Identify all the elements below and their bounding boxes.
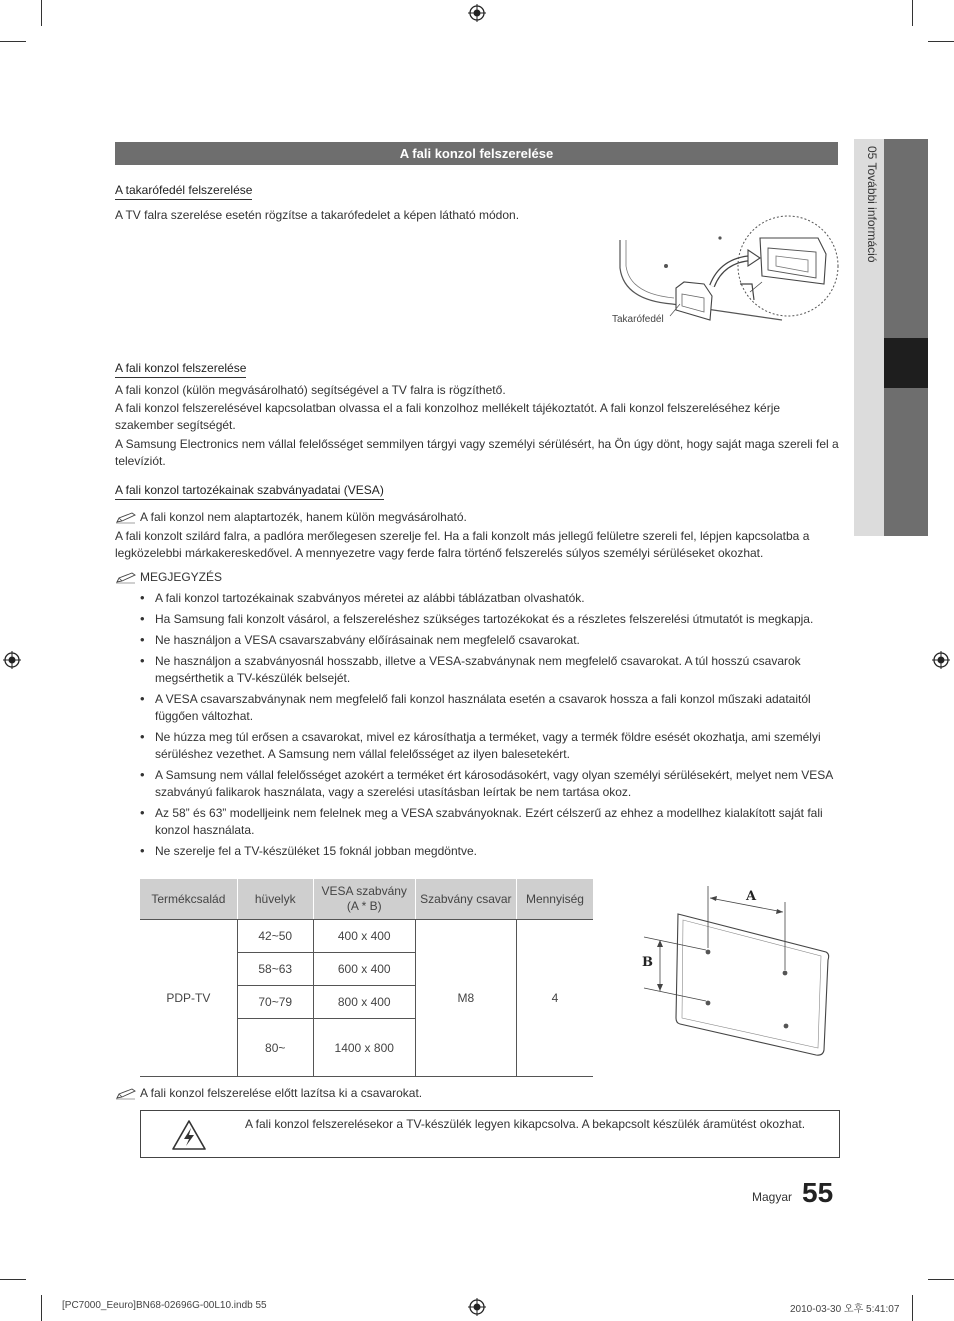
footer-file-info: [PC7000_Eeuro]BN68-02696G-00L10.indb 55 — [62, 1300, 267, 1311]
note-label: MEGJEGYZÉS — [140, 570, 223, 584]
table-cell-inch: 70~79 — [237, 986, 313, 1019]
cover-heading: A takarófedél felszerelése — [115, 183, 252, 200]
warning-box — [140, 1110, 840, 1158]
table-cell-inch: 58~63 — [237, 953, 313, 986]
install-paragraph: A fali konzol (külön megvásárolható) segítségével a TV falra is rögzíthető. — [115, 383, 506, 397]
crop-mark — [41, 0, 42, 26]
crop-mark — [928, 41, 954, 42]
registration-mark-icon — [468, 4, 486, 22]
note-row — [115, 509, 467, 526]
vesa-dimension-diagram — [638, 880, 838, 1066]
table-row — [140, 920, 593, 953]
list-item: • Ne szerelje fel a TV-készüléket 15 foknál jobban megdöntve. — [140, 843, 840, 860]
vesa-heading: A fali konzol tartozékainak szabványadatai (VESA) — [115, 483, 384, 500]
vesa-paragraph: A fali konzolt szilárd falra, a padlóra merőlegesen szerelje fel. Ha a fali konzolt más jellegű felületre szereli fel, lépjen kapcsolatba a legközelebbi márkakereskedővel. A mennyezetre vagy ferde falra történő felszerelés súlyos személyi sérüléseket okozhat. — [115, 529, 810, 560]
page-language: Magyar — [752, 1190, 793, 1204]
table-header: VESA szabvány (A * B) — [313, 879, 415, 920]
list-item: • A Samsung nem vállal felelősséget azokért a terméket ért károsodásokért, vagy olyan személyi sérülésekért, melyet nem VESA szabványú falikarok használata, vagy a szerelési utasításban leírtak be nem tartása okoz. — [140, 767, 840, 801]
crop-mark — [928, 1279, 954, 1280]
table-header: hüvelyk — [237, 879, 313, 920]
note-bullet-list — [140, 590, 840, 864]
note-pencil-icon — [115, 1088, 137, 1100]
note-text: A fali konzol nem alaptartozék, hanem külön megvásárolható. — [140, 510, 467, 524]
list-item: • Az 58” és 63” modelljeink nem felelnek meg a VESA szabványoknak. Ezért célszerű az ehhez a modellhez kialakított saját fali konzol használata. — [140, 805, 840, 839]
crop-mark — [912, 1295, 913, 1321]
table-cell-qty: 4 — [516, 920, 593, 1077]
table-cell-vesa: 1400 x 800 — [313, 1019, 415, 1077]
crop-mark — [912, 0, 913, 26]
crop-mark — [41, 1295, 42, 1321]
table-header: Termékcsalád — [140, 879, 237, 920]
list-item: • Ha Samsung fali konzolt vásárol, a felszereléshez szükséges tartozékokat és a részletes felszerelési útmutatót is megkapja. — [140, 611, 840, 628]
table-cell-family: PDP-TV — [140, 920, 237, 1077]
diagram-label-a: A — [746, 889, 757, 904]
cover-text: A TV falra szerelése esetén rögzítse a takarófedelet a képen látható módon. — [115, 208, 520, 222]
sidebar-chapter-label: 05 További információ — [865, 146, 879, 263]
footer-datetime: 2010-03-30 오후 5:41:07 — [790, 1304, 900, 1315]
cover-figure-label: Takarófedél — [612, 314, 664, 325]
note-row — [115, 1085, 422, 1102]
table-header: Mennyiség — [516, 879, 593, 920]
sidebar-tab-marker — [884, 338, 928, 388]
table-cell-vesa: 600 x 400 — [313, 953, 415, 986]
note-pencil-icon — [115, 512, 137, 524]
registration-mark-icon — [3, 651, 21, 669]
table-cell-inch: 80~ — [237, 1019, 313, 1077]
table-header: Szabvány csavar — [415, 879, 516, 920]
table-cell-vesa: 800 x 400 — [313, 986, 415, 1019]
note-text: A fali konzol felszerelése előtt lazítsa ki a csavarokat. — [140, 1086, 423, 1100]
section-title: A fali konzol felszerelése — [115, 142, 838, 165]
install-paragraph: A fali konzol felszerelésével kapcsolatban olvassa el a fali konzolhoz mellékelt tájékoztatót. A fali konzol felszereléséhez kérje szakember segítségét. — [115, 401, 781, 432]
list-item: • Ne használjon a szabványosnál hosszabb, illetve a VESA-szabványnak nem megfelelő csavarokat. A túl hosszú csavarok megsérthetik a TV-készülék belsejét. — [140, 653, 840, 687]
crop-mark — [0, 41, 26, 42]
table-cell-inch: 42~50 — [237, 920, 313, 953]
warning-text: A fali konzol felszerelésekor a TV-készülék legyen kikapcsolva. A bekapcsolt készülék áramütést okozhat. — [245, 1117, 806, 1131]
electric-shock-warning-icon — [171, 1119, 207, 1151]
install-paragraph: A Samsung Electronics nem vállal felelősséget semmilyen tárgyi vagy személyi sérülésért, ha Ön úgy dönt, hogy saját maga szereli fel a televíziót. — [115, 437, 839, 468]
note-row — [115, 569, 222, 586]
diagram-label-b: B — [642, 955, 653, 970]
list-item: • A fali konzol tartozékainak szabványos méretei az alábbi táblázatban olvashatók. — [140, 590, 840, 607]
registration-mark-icon — [468, 1298, 486, 1316]
crop-mark — [0, 1279, 26, 1280]
list-item: • A VESA csavarszabványnak nem megfelelő fali konzol használata esetén a csavarok hossza a fali konzol műszaki adataitól függően változhat. — [140, 691, 840, 725]
list-item: • Ne húzza meg túl erősen a csavarokat, mivel ez károsíthatja a terméket, vagy a termék földre esését okozhatja, ami személyi sérüléshez vezethet. A Samsung nem vállal felelősséget az ilyen balesetekért. — [140, 729, 840, 763]
page-number: 55 — [802, 1177, 834, 1208]
install-heading: A fali konzol felszerelése — [115, 361, 246, 378]
registration-mark-icon — [932, 651, 950, 669]
table-cell-vesa: 400 x 400 — [313, 920, 415, 953]
list-item: • Ne használjon a VESA csavarszabvány előírásainak nem megfelelő csavarokat. — [140, 632, 840, 649]
note-pencil-icon — [115, 572, 137, 584]
vesa-table — [140, 879, 593, 1077]
table-cell-screw: M8 — [415, 920, 516, 1077]
